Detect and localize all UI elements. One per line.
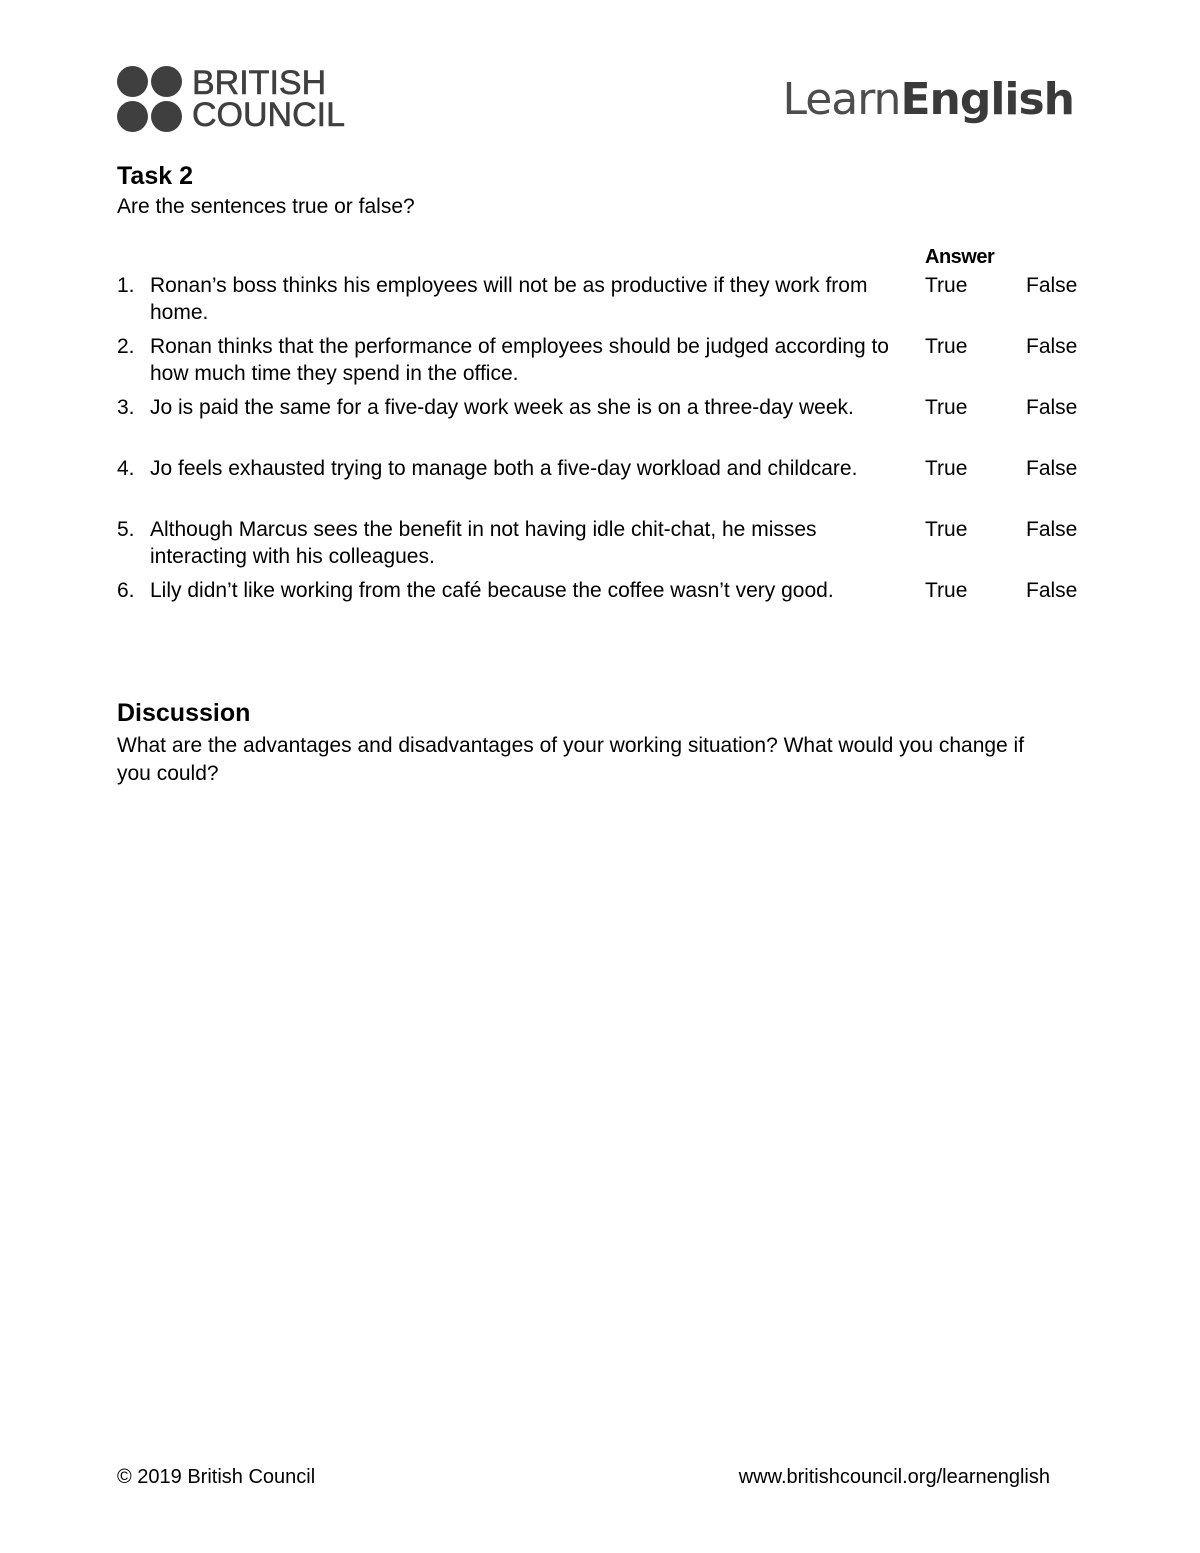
answer-true-option[interactable]: True [925, 335, 968, 358]
question-row [117, 455, 1097, 516]
british-council-dots-icon [117, 66, 182, 132]
question-text: Lily didn’t like working from the café because the coffee wasn’t very good. [150, 579, 834, 602]
answer-false-option[interactable]: False [1026, 579, 1078, 602]
task-title: Task 2 [117, 162, 193, 190]
logo-dot [117, 101, 148, 132]
question-row [117, 394, 1097, 455]
logo-line-british: BRITISH [192, 64, 327, 102]
british-council-logo [117, 66, 345, 132]
discussion-title: Discussion [117, 699, 251, 727]
question-row [117, 333, 1097, 394]
question-text: Ronan thinks that the performance of employees should be judged according to how much time they spend in the office. [150, 335, 889, 385]
british-council-wordmark [192, 64, 346, 134]
logo-dot [117, 66, 148, 97]
answer-true-option[interactable]: True [925, 274, 968, 297]
logo-english: English [900, 74, 1074, 125]
question-row [117, 516, 1097, 577]
logo-dot [151, 101, 182, 132]
question-number: 1. [117, 274, 135, 297]
question-number: 2. [117, 335, 135, 358]
answer-false-option[interactable]: False [1026, 518, 1078, 541]
question-number: 4. [117, 457, 135, 480]
task-instruction: Are the sentences true or false? [117, 195, 415, 218]
question-text: Ronan’s boss thinks his employees will not be as productive if they work from home. [150, 274, 868, 324]
logo-learn: Learn [782, 74, 901, 125]
logo-line-council: COUNCIL [192, 96, 346, 134]
footer-copyright: © 2019 British Council [117, 1466, 316, 1488]
answer-false-option[interactable]: False [1026, 457, 1078, 480]
answer-false-option[interactable]: False [1026, 335, 1078, 358]
footer-url-link[interactable]: www.britishcouncil.org/learnenglish [738, 1466, 1050, 1488]
question-text: Although Marcus sees the benefit in not having idle chit-chat, he misses interacting with his colleagues. [150, 518, 817, 568]
question-number: 5. [117, 518, 135, 541]
question-text: Jo is paid the same for a five-day work week as she is on a three-day week. [150, 396, 854, 419]
answer-column-header: Answer [925, 246, 995, 268]
answer-true-option[interactable]: True [925, 518, 968, 541]
answer-true-option[interactable]: True [925, 396, 968, 419]
logo-dot [151, 66, 182, 97]
question-text: Jo feels exhausted trying to manage both a five-day workload and childcare. [150, 457, 858, 480]
answer-true-option[interactable]: True [925, 457, 968, 480]
answer-true-option[interactable]: True [925, 579, 968, 602]
question-list [117, 272, 1097, 638]
question-row [117, 272, 1097, 333]
answer-false-option[interactable]: False [1026, 274, 1078, 297]
learnenglish-logo [782, 74, 1074, 125]
answer-false-option[interactable]: False [1026, 396, 1078, 419]
question-number: 6. [117, 579, 135, 602]
discussion-text: What are the advantages and disadvantages of your working situation? What would you change if you could? [117, 734, 1025, 785]
question-row [117, 577, 1097, 638]
question-number: 3. [117, 396, 135, 419]
